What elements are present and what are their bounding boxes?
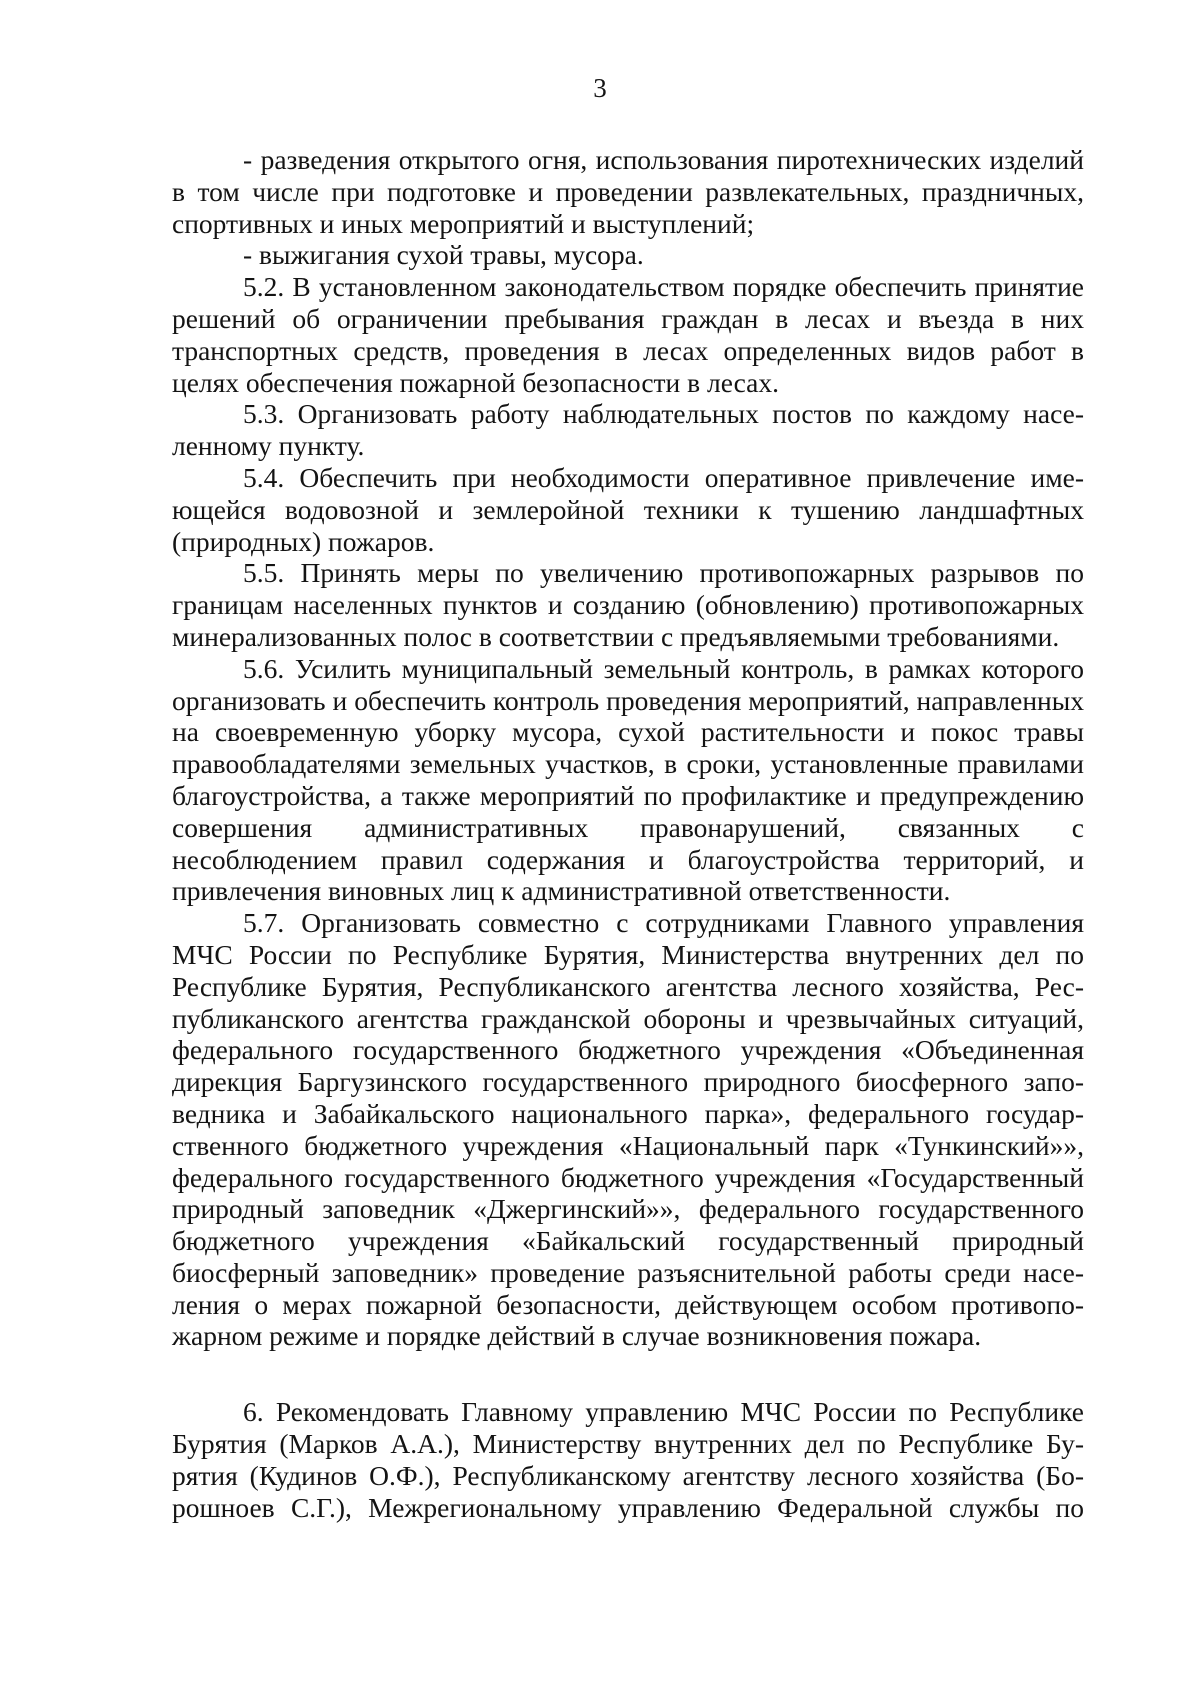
paragraph-5-3: 5.3. Организовать работу наблюдательных постов по каждому населенному пункту. <box>172 398 1084 462</box>
paragraph-5-6: 5.6. Усилить муниципальный земельный контроль, в рамках которого организовать и обеспечить контроль проведения мероприятий, направленных на своевременную уборку мусора, сухой растительности и покос травы правообладателями земельных участков, в сроки, установленные правилами благоустройства, а также мероприятий по профилактике и предупреждению совершения административных правонарушений, связанных с несоблюдением правил содержания и благоустройства территорий, и привлечения виновных лиц к административной ответственности. <box>172 652 1084 907</box>
page-number: 3 <box>593 73 607 103</box>
paragraph-6: 6. Рекомендовать Главному управлению МЧС России по Республике Бурятия (Марков А.А.), Министерству внутренних дел по Республике Бурятия (Кудинов О.Ф.), Республиканскому агентству лесного хозяйства (Борошноев С.Г.), Межрегиональному управлению Федеральной службы по <box>172 1396 1084 1523</box>
document-body <box>172 144 1084 1523</box>
paragraph-5-2: 5.2. В установленном законодательством порядке обеспечить принятие решений об ограничении пребывания граждан в лесах и въезда в них транспортных средств, проведения в лесах определенных видов работ в целях обеспечения пожарной безопасности в лесах. <box>172 271 1084 398</box>
paragraph-dry-grass: - выжигания сухой травы, мусора. <box>243 239 644 271</box>
paragraph-5-7: 5.7. Организовать совместно с сотрудниками Главного управления МЧС России по Республике Бурятия, Министерства внутренних дел по Республике Бурятия, Республиканского агентства лесного хозяйства, Республиканского агентства гражданской обороны и чрезвычайных ситуаций, федерального государственного бюджетного учреждения «Объединенная дирекция Баргузинского государственного природного биосферного заповедника и Забайкальского национального парка», федерального государственного бюджетного учреждения «Национальный парк «Тункинский»», федерального государственного бюджетного учреждения «Государственный природный заповедник «Джергинский»», федерального государственного бюджетного учреждения «Байкальский государственный природный биосферный заповедник» проведение разъяснительной работы среди населения о мерах пожарной безопасности, действующем особом противопожарном режиме и порядке действий в случае возникновения пожара. <box>172 907 1084 1352</box>
paragraph-open-fire: - разведения открытого огня, использования пиротехнических изделий в том числе при подготовке и проведении развлекательных, праздничных, спортивных и иных мероприятий и выступлений; <box>172 144 1084 239</box>
paragraph-5-4: 5.4. Обеспечить при необходимости оперативное привлечение имеющейся водовозной и землеройной техники к тушению ландшафтных (природных) пожаров. <box>172 461 1084 557</box>
paragraph-5-5: 5.5. Принять меры по увеличению противопожарных разрывов по границам населенных пунктов и созданию (обновлению) противопожарных минерализованных полос в соответствии с предъявляемыми требованиями. <box>172 557 1084 652</box>
